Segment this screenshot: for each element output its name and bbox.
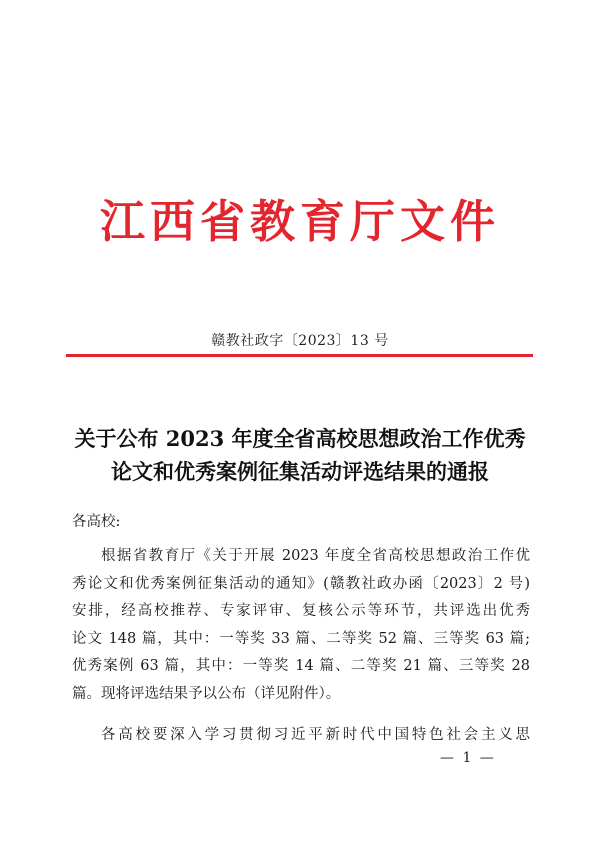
paragraph-line: 安排，经高校推荐、专家评审、复核公示等环节，共评选出优秀 (72, 603, 530, 619)
paragraph-2 (72, 722, 530, 750)
paragraph-1 (72, 543, 530, 708)
paragraph-line: 各高校要深入学习贯彻习近平新时代中国特色社会主义思 (101, 727, 530, 743)
paragraph-line: 优秀案例 63 篇，其中：一等奖 14 篇、二等奖 21 篇、三等奖 28 (72, 658, 530, 674)
paragraph-line: 秀论文和优秀案例征集活动的通知》(赣教社政办函〔2023〕2 号) (72, 575, 530, 592)
document-title (60, 422, 540, 488)
document-number: 赣教社政字〔2023〕13 号 (211, 333, 389, 349)
paragraph-line: 论文 148 篇，其中：一等奖 33 篇、二等奖 52 篇、三等奖 63 篇; (72, 630, 530, 647)
paragraph-line: 根据省教育厅《关于开展 2023 年度全省高校思想政治工作优 (101, 548, 530, 564)
salutation: 各高校: (72, 514, 121, 530)
document-title-line-2: 论文和优秀案例征集活动评选结果的通报 (111, 459, 489, 484)
document-title-line-1: 关于公布 2023 年度全省高校思想政治工作优秀 (74, 426, 526, 451)
page-number: — 1 — (440, 750, 496, 766)
paragraph-line: 篇。现将评选结果予以公布（详见附件）。 (72, 685, 341, 702)
red-divider-line (66, 354, 533, 357)
document-header-title: 江西省教育厅文件 (99, 195, 500, 248)
